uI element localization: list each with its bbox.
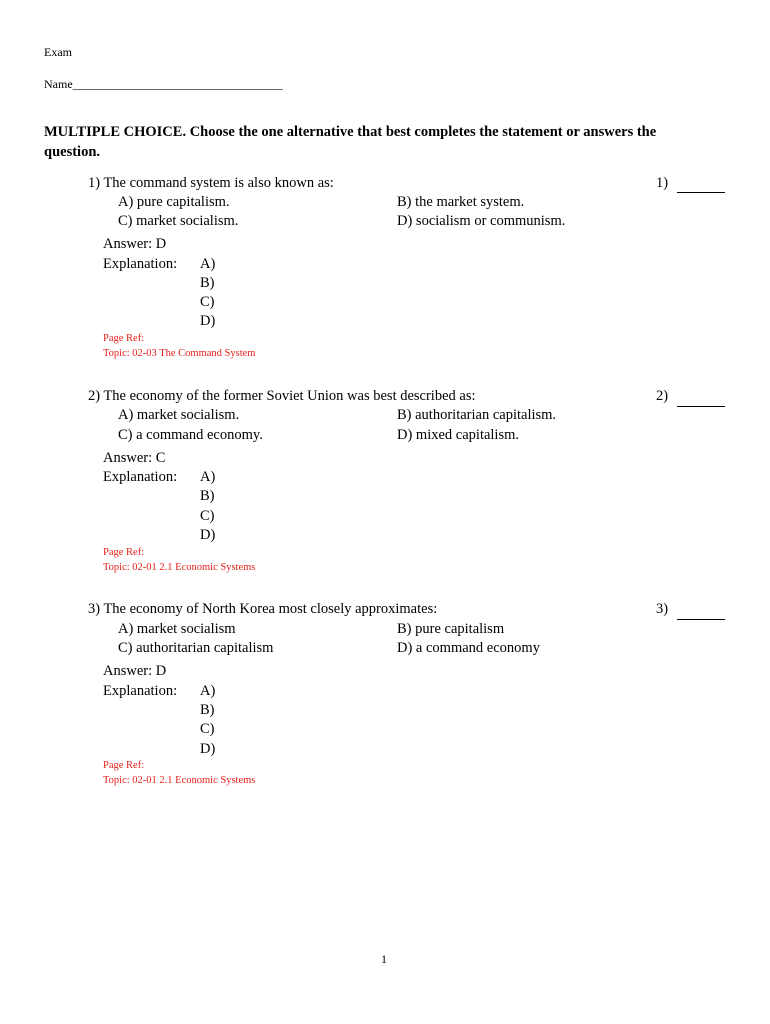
question-text: 3) The economy of North Korea most closely approximates: [88,601,438,617]
explanation-b: B) [200,702,215,718]
option-d: D) a command economy [397,640,540,656]
explanation-a: A) [200,469,216,485]
name-field: Name___________________________________ [44,77,283,91]
option-a: A) market socialism [118,621,236,637]
explanation-d: D) [200,313,216,329]
question-text: 2) The economy of the former Soviet Union was best described as: [88,388,476,404]
explanation-label: Explanation: [103,683,178,699]
option-b: B) pure capitalism [397,621,505,637]
section-title: MULTIPLE CHOICE. Choose the one alternative that best completes the statement or answers the question. [44,124,657,160]
question-text: 1) The command system is also known as: [88,175,334,191]
explanation-c: C) [200,508,215,524]
option-c: C) authoritarian capitalism [118,640,274,656]
page-ref: Page Ref: [103,760,145,771]
option-b: B) authoritarian capitalism. [397,407,557,423]
answer-line: Answer: C [103,450,166,466]
exam-label: Exam [44,45,72,59]
page-number: 1 [381,952,387,966]
option-d: D) mixed capitalism. [397,427,520,443]
answer-line: Answer: D [103,236,167,252]
answer-blank[interactable] [677,192,725,193]
topic: Topic: 02-01 2.1 Economic Systems [103,562,256,573]
topic: Topic: 02-01 2.1 Economic Systems [103,775,256,786]
topic: Topic: 02-03 The Command System [103,348,256,359]
question-number: 3) [656,601,669,617]
explanation-label: Explanation: [103,256,178,272]
explanation-a: A) [200,256,216,272]
explanation-label: Explanation: [103,469,178,485]
answer-blank[interactable] [677,406,725,407]
explanation-c: C) [200,721,215,737]
option-c: C) market socialism. [118,213,239,229]
explanation-b: B) [200,275,215,291]
explanation-b: B) [200,488,215,504]
explanation-a: A) [200,683,216,699]
option-b: B) the market system. [397,194,525,210]
explanation-c: C) [200,294,215,310]
option-a: A) market socialism. [118,407,240,423]
option-d: D) socialism or communism. [397,213,566,229]
answer-line: Answer: D [103,663,167,679]
answer-blank[interactable] [677,619,725,620]
explanation-d: D) [200,741,216,757]
question-number: 1) [656,175,669,191]
page-ref: Page Ref: [103,333,145,344]
question-number: 2) [656,388,669,404]
option-c: C) a command economy. [118,427,263,443]
option-a: A) pure capitalism. [118,194,230,210]
explanation-d: D) [200,527,216,543]
page-ref: Page Ref: [103,547,145,558]
